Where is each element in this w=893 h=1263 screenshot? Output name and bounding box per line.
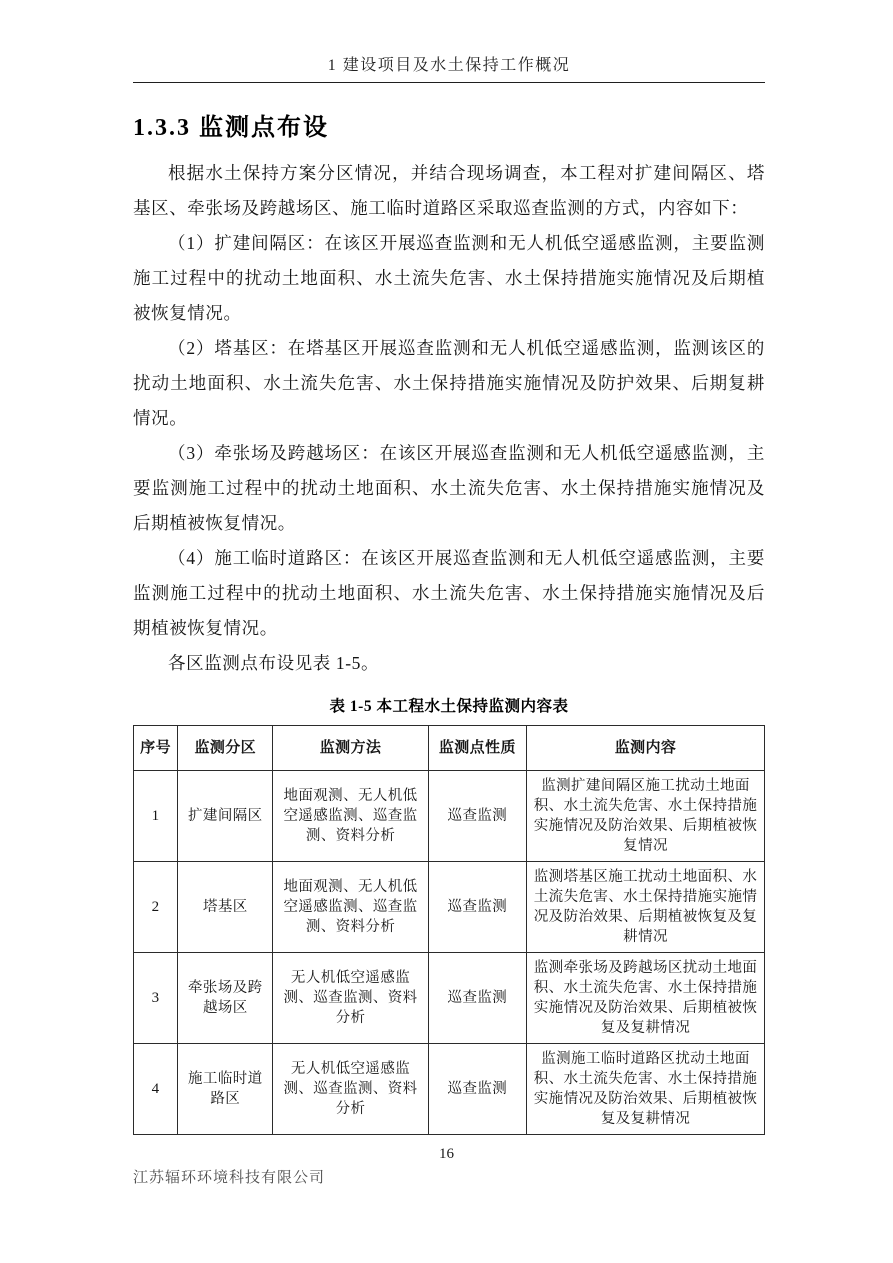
table-caption: 表 1-5 本工程水土保持监测内容表	[329, 698, 569, 715]
cell-no: 4	[134, 1044, 178, 1135]
cell-content: 监测塔基区施工扰动土地面积、水土流失危害、水土保持措施实施情况及防治效果、后期植被恢复及复耕情况	[527, 862, 765, 953]
table-row	[134, 1044, 765, 1135]
paragraph-item-4: （4）施工临时道路区：在该区开展巡查监测和无人机低空遥感监测，主要监测施工过程中的扰动土地面积、水土流失危害、水土保持措施实施情况及后期植被恢复情况。	[133, 548, 765, 638]
cell-content: 监测牵张场及跨越场区扰动土地面积、水土流失危害、水土保持措施实施情况及防治效果、后期植被恢复及复耕情况	[527, 953, 765, 1044]
col-header-method: 监测方法	[273, 726, 428, 771]
col-header-nature: 监测点性质	[428, 726, 526, 771]
footer-company-name: 江苏辐环环境科技有限公司	[133, 1170, 326, 1186]
section-heading: 1.3.3 监测点布设	[133, 115, 329, 141]
col-header-content: 监测内容	[527, 726, 765, 771]
cell-zone: 塔基区	[178, 862, 273, 953]
cell-zone: 牵张场及跨越场区	[178, 953, 273, 1044]
cell-nature: 巡查监测	[428, 1044, 526, 1135]
cell-nature: 巡查监测	[428, 771, 526, 862]
cell-method: 无人机低空遥感监测、巡查监测、资料分析	[273, 1044, 428, 1135]
paragraph-item-3: （3）牵张场及跨越场区：在该区开展巡查监测和无人机低空遥感监测，主要监测施工过程中的扰动土地面积、水土流失危害、水土保持措施实施情况及后期植被恢复情况。	[133, 443, 765, 533]
col-header-zone: 监测分区	[178, 726, 273, 771]
cell-no: 1	[134, 771, 178, 862]
table-header	[134, 726, 765, 771]
table-header-row	[134, 726, 765, 771]
cell-zone: 扩建间隔区	[178, 771, 273, 862]
table-row	[134, 862, 765, 953]
cell-content: 监测扩建间隔区施工扰动土地面积、水土流失危害、水土保持措施实施情况及防治效果、后期植被恢复情况	[527, 771, 765, 862]
table-row	[134, 771, 765, 862]
cell-nature: 巡查监测	[428, 862, 526, 953]
cell-nature: 巡查监测	[428, 953, 526, 1044]
paragraph-item-2: （2）塔基区：在塔基区开展巡查监测和无人机低空遥感监测，监测该区的扰动土地面积、水土流失危害、水土保持措施实施情况及防护效果、后期复耕情况。	[133, 338, 765, 428]
cell-method: 地面观测、无人机低空遥感监测、巡查监测、资料分析	[273, 771, 428, 862]
body-text	[133, 156, 765, 681]
cell-no: 3	[134, 953, 178, 1044]
col-header-no: 序号	[134, 726, 178, 771]
cell-method: 无人机低空遥感监测、巡查监测、资料分析	[273, 953, 428, 1044]
monitoring-content-table	[133, 725, 765, 1135]
page-number: 16	[439, 1146, 454, 1162]
header-rule	[133, 82, 765, 83]
paragraph-item-1: （1）扩建间隔区：在该区开展巡查监测和无人机低空遥感监测，主要监测施工过程中的扰动土地面积、水土流失危害、水土保持措施实施情况及后期植被恢复情况。	[133, 233, 765, 323]
paragraph-table-ref: 各区监测点布设见表 1-5。	[168, 653, 380, 673]
running-header: 1 建设项目及水土保持工作概况	[327, 57, 571, 74]
table-row	[134, 953, 765, 1044]
cell-zone: 施工临时道路区	[178, 1044, 273, 1135]
cell-no: 2	[134, 862, 178, 953]
paragraph-intro: 根据水土保持方案分区情况，并结合现场调查，本工程对扩建间隔区、塔基区、牵张场及跨越场区、施工临时道路区采取巡查监测的方式，内容如下：	[133, 163, 765, 218]
cell-method: 地面观测、无人机低空遥感监测、巡查监测、资料分析	[273, 862, 428, 953]
cell-content: 监测施工临时道路区扰动土地面积、水土流失危害、水土保持措施实施情况及防治效果、后期植被恢复及复耕情况	[527, 1044, 765, 1135]
